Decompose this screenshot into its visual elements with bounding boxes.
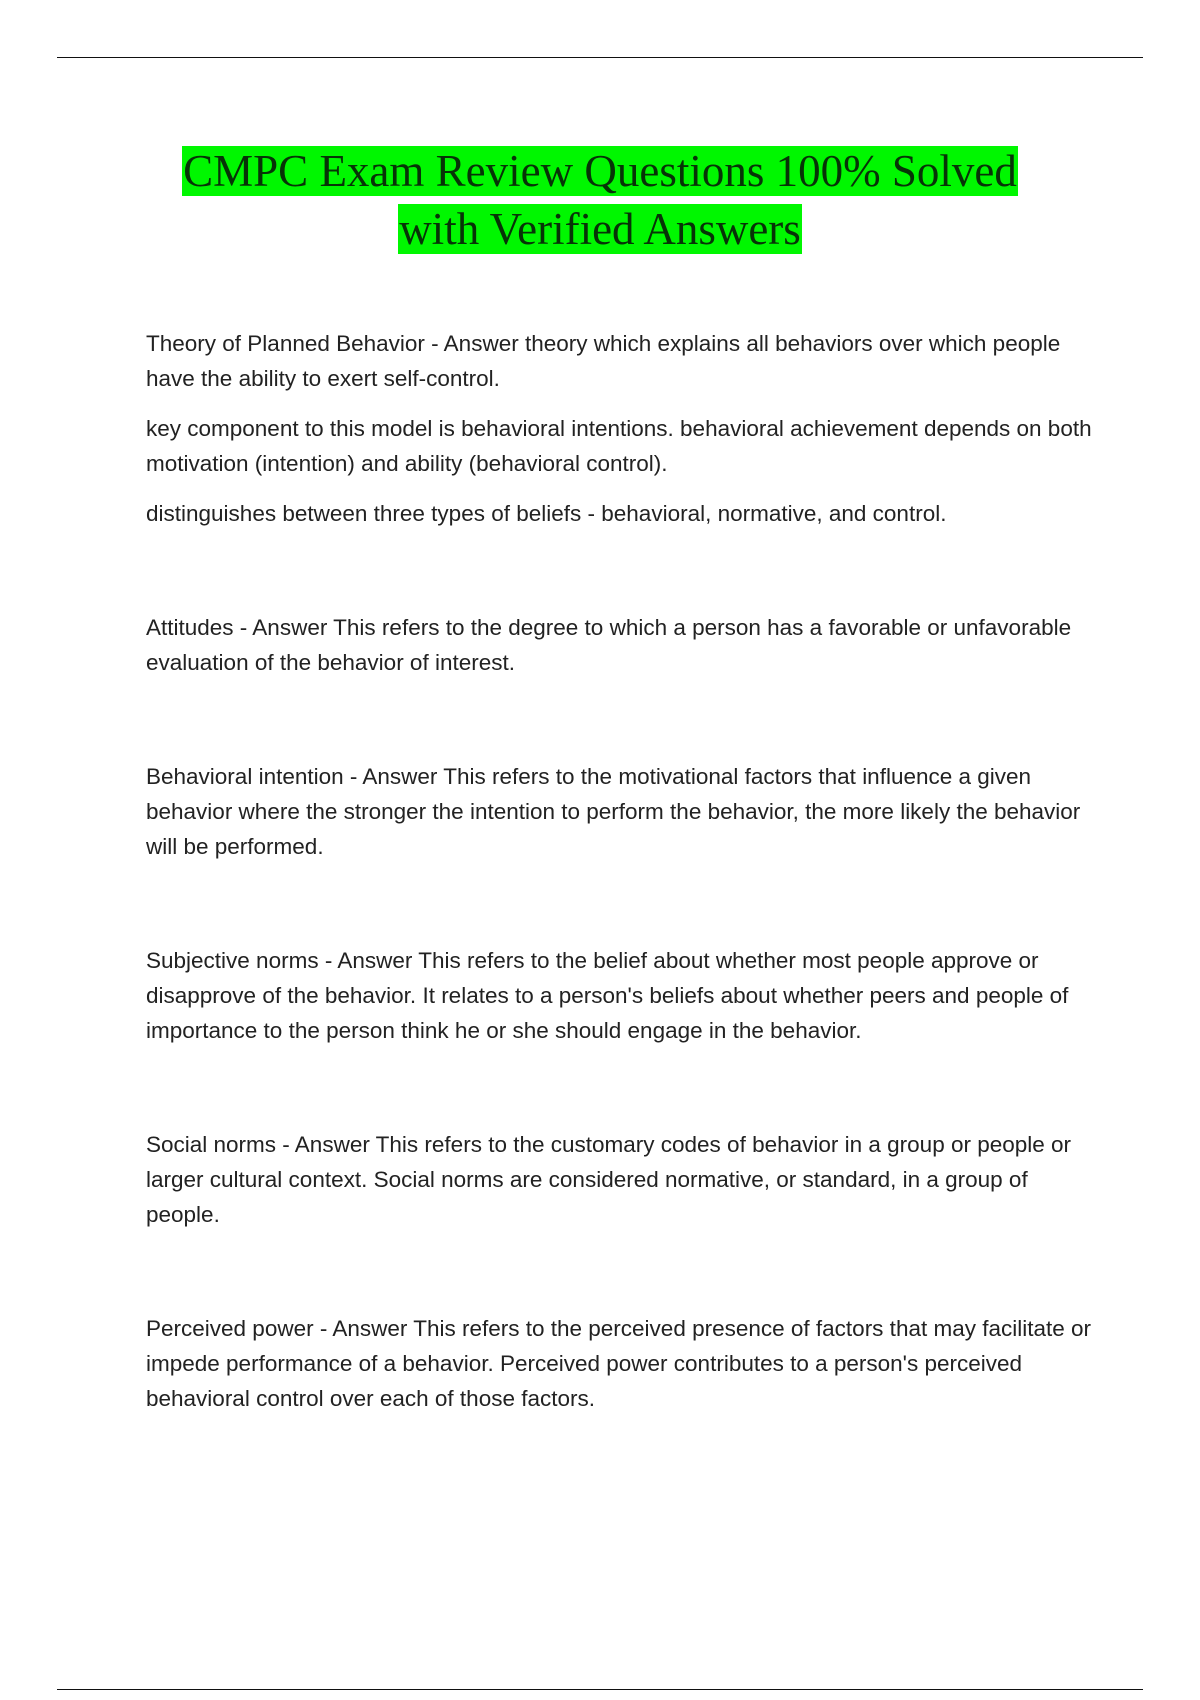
answer-paragraph: Behavioral intention - Answer This refers to the motivational factors that influence a given behavior where the stronger the intention to perform the behavior, the more likely the behavior will be performed. xyxy=(146,764,1081,859)
qa-entry-social-norms xyxy=(146,1127,1096,1232)
answer-paragraph: Social norms - Answer This refers to the customary codes of behavior in a group or people or larger cultural context. Social norms are considered normative, or standard, in a group of people. xyxy=(146,1132,1072,1227)
document-title-line-2: with Verified Answers xyxy=(399,204,801,254)
answer-paragraph: Theory of Planned Behavior - Answer theory which explains all behaviors over which people have the ability to exert self-control. xyxy=(146,331,1061,391)
qa-entry-theory-of-planned-behavior xyxy=(146,326,1096,531)
answer-paragraph: Subjective norms - Answer This refers to the belief about whether most people approve or disapprove of the behavior. It relates to a person's beliefs about whether peers and people of importance to the person think he or she should engage in the behavior. xyxy=(146,948,1069,1043)
answer-paragraph: Perceived power - Answer This refers to the perceived presence of factors that may facilitate or impede performance of a behavior. Perceived power contributes to a person's perceived behavioral control over each of those factors. xyxy=(146,1316,1092,1411)
answer-paragraph: distinguishes between three types of beliefs - behavioral, normative, and control. xyxy=(146,501,947,526)
footer-rule xyxy=(57,1689,1143,1690)
qa-entry-behavioral-intention xyxy=(146,759,1096,864)
document-body xyxy=(146,326,1096,1416)
answer-paragraph: Attitudes - Answer This refers to the degree to which a person has a favorable or unfavorable evaluation of the behavior of interest. xyxy=(146,615,1072,675)
answer-paragraph: key component to this model is behavioral intentions. behavioral achievement depends on both motivation (intention) and ability (behavioral control). xyxy=(146,416,1092,476)
document-title xyxy=(0,142,1200,258)
header-rule xyxy=(57,57,1143,58)
qa-entry-attitudes xyxy=(146,610,1096,680)
document-title-line-1: CMPC Exam Review Questions 100% Solved xyxy=(183,146,1017,196)
qa-entry-subjective-norms xyxy=(146,943,1096,1048)
qa-entry-perceived-power xyxy=(146,1311,1096,1416)
